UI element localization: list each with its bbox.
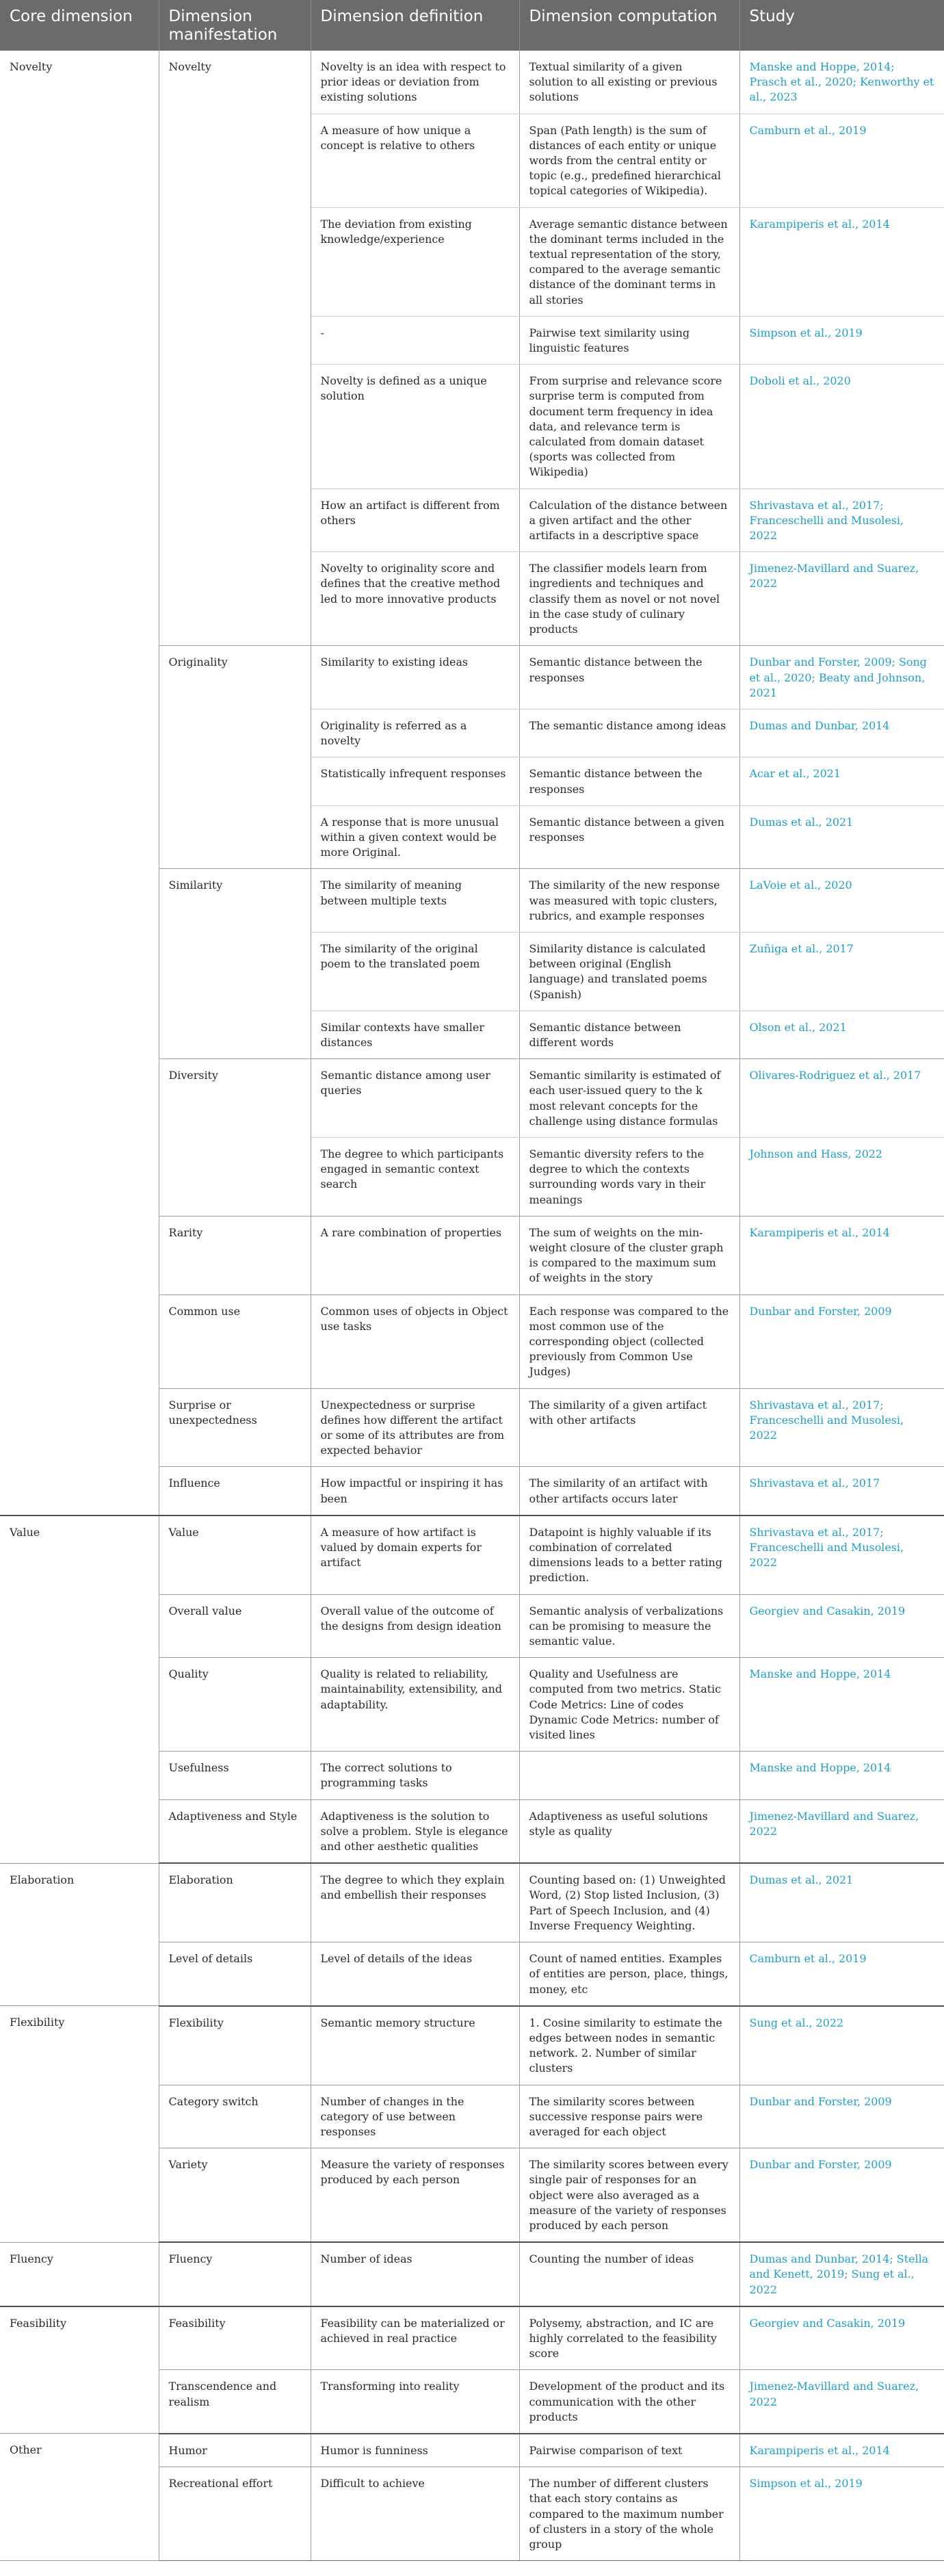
manifestation-cell: Category switch	[159, 2085, 311, 2148]
definition-cell: Number of changes in the category of use between responses	[311, 2085, 519, 2148]
definition-cell: The degree to which they explain and embellish their responses	[311, 1863, 519, 1942]
study-cell[interactable]: Manske and Hoppe, 2014; Prasch et al., 2020; Kenworthy et al., 2023	[739, 51, 944, 114]
computation-cell: Pairwise text similarity using linguistic features	[519, 316, 739, 364]
definition-cell: Transforming into reality	[311, 2370, 519, 2434]
definition-cell: Measure the variety of responses produced by each person	[311, 2148, 519, 2243]
definition-cell: How impactful or inspiring it has been	[311, 1467, 519, 1515]
computation-cell: Semantic similarity is estimated of each user-issued query to the k most relevant concepts for the challenge using distance formulas	[519, 1059, 739, 1138]
definition-cell: Common uses of objects in Object use tasks	[311, 1294, 519, 1388]
table-row	[0, 1515, 944, 1594]
table-row	[0, 51, 944, 114]
study-cell[interactable]: Georgiev and Casakin, 2019	[739, 1594, 944, 1658]
definition-cell: -	[311, 316, 519, 364]
manifestation-cell: Adaptiveness and Style	[159, 1799, 311, 1863]
study-cell[interactable]: Olivares-Rodriguez et al., 2017	[739, 1059, 944, 1138]
definition-cell: The correct solutions to programming tasks	[311, 1752, 519, 1799]
definition-cell: Statistically infrequent responses	[311, 757, 519, 805]
definition-cell: Feasibility can be materialized or achieved in real practice	[311, 2306, 519, 2370]
manifestation-cell: Feasibility	[159, 2306, 311, 2370]
manifestation-cell: Usefulness	[159, 1752, 311, 1799]
study-cell[interactable]: Karampiperis et al., 2014	[739, 1216, 944, 1294]
definition-cell: The similarity of the original poem to the translated poem	[311, 932, 519, 1011]
computation-cell: Count of named entities. Examples of entities are person, place, things, money, etc	[519, 1942, 739, 2006]
manifestation-cell: Variety	[159, 2148, 311, 2243]
core-dimension-cell: Elaboration	[0, 1863, 159, 2005]
study-cell[interactable]: Karampiperis et al., 2014	[739, 2434, 944, 2467]
study-cell[interactable]: Manske and Hoppe, 2014	[739, 1752, 944, 1799]
definition-cell: Novelty is defined as a unique solution	[311, 365, 519, 489]
definition-cell: Originality is referred as a novelty	[311, 709, 519, 757]
study-cell[interactable]: Manske and Hoppe, 2014	[739, 1658, 944, 1752]
manifestation-cell: Common use	[159, 1294, 311, 1388]
computation-cell: From surprise and relevance score surprise term is computed from document term frequency in idea data, and relevance term is calculated from domain dataset (sports was collected from Wikipedia)	[519, 365, 739, 489]
study-cell[interactable]: Karampiperis et al., 2014	[739, 207, 944, 316]
computation-cell: Average semantic distance between the dominant terms included in the textual representation of the story, compared to the average semantic distance of the dominant terms in all stories	[519, 207, 739, 316]
computation-cell: Each response was compared to the most common use of the corresponding object (collected previously from Common Use Judges)	[519, 1294, 739, 1388]
study-cell[interactable]: LaVoie et al., 2020	[739, 869, 944, 933]
manifestation-cell: Rarity	[159, 1216, 311, 1294]
core-dimension-cell: Value	[0, 1515, 159, 1863]
definition-cell: How an artifact is different from others	[311, 489, 519, 552]
table-row	[0, 2242, 944, 2306]
header-core-dimension: Core dimension	[0, 0, 159, 51]
study-cell[interactable]: Dumas et al., 2021	[739, 1863, 944, 1942]
manifestation-cell: Level of details	[159, 1942, 311, 2006]
computation-cell: The similarity scores between successive response pairs were averaged for each object	[519, 2085, 739, 2148]
definition-cell: Overall value of the outcome of the designs from design ideation	[311, 1594, 519, 1658]
computation-cell: Datapoint is highly valuable if its combination of correlated dimensions leads to a better rating prediction.	[519, 1515, 739, 1594]
definition-cell: Novelty is an idea with respect to prior ideas or deviation from existing solutions	[311, 51, 519, 114]
definition-cell: A measure of how artifact is valued by domain experts for artifact	[311, 1515, 519, 1594]
study-cell[interactable]: Georgiev and Casakin, 2019	[739, 2306, 944, 2370]
core-dimension-cell: Fluency	[0, 2242, 159, 2306]
study-cell[interactable]: Dunbar and Forster, 2009	[739, 2085, 944, 2148]
definition-cell: Quality is related to reliability, maintainability, extensibility, and adaptability.	[311, 1658, 519, 1752]
table-header	[0, 0, 944, 51]
computation-cell: The similarity of the new response was measured with topic clusters, rubrics, and example responses	[519, 869, 739, 933]
manifestation-cell: Similarity	[159, 869, 311, 1059]
definition-cell: Novelty to originality score and defines that the creative method led to more innovative products	[311, 552, 519, 646]
computation-cell: The sum of weights on the min-weight closure of the cluster graph is compared to the maximum sum of weights in the story	[519, 1216, 739, 1294]
study-cell[interactable]: Jimenez-Mavillard and Suarez, 2022	[739, 1799, 944, 1863]
study-cell[interactable]: Dunbar and Forster, 2009	[739, 2148, 944, 2243]
table-row	[0, 2306, 944, 2370]
definition-cell: Level of details of the ideas	[311, 1942, 519, 2006]
study-cell[interactable]: Acar et al., 2021	[739, 757, 944, 805]
manifestation-cell: Overall value	[159, 1594, 311, 1658]
definition-cell: Humor is funniness	[311, 2434, 519, 2467]
manifestation-cell: Fluency	[159, 2242, 311, 2306]
header-row	[0, 0, 944, 51]
manifestation-cell: Humor	[159, 2434, 311, 2467]
study-cell[interactable]: Dumas and Dunbar, 2014	[739, 709, 944, 757]
table-body	[0, 51, 944, 2561]
computation-cell: The number of different clusters that each story contains as compared to the maximum number of clusters in a story of the whole group	[519, 2467, 739, 2561]
computation-cell: Pairwise comparison of text	[519, 2434, 739, 2467]
computation-cell: The semantic distance among ideas	[519, 709, 739, 757]
definition-cell: Similarity to existing ideas	[311, 646, 519, 710]
table-row	[0, 2006, 944, 2085]
study-cell[interactable]: Johnson and Hass, 2022	[739, 1137, 944, 1216]
computation-cell: Semantic analysis of verbalizations can be promising to measure the semantic value.	[519, 1594, 739, 1658]
study-cell[interactable]: Dumas and Dunbar, 2014; Stella and Kenett, 2019; Sung et al., 2022	[739, 2242, 944, 2306]
header-dimension-definition: Dimension definition	[311, 0, 519, 51]
computation-cell: Similarity distance is calculated between original (English language) and translated poems (Spanish)	[519, 932, 739, 1011]
computation-cell: Semantic distance between the responses	[519, 757, 739, 805]
study-cell[interactable]: Dunbar and Forster, 2009; Song et al., 2020; Beaty and Johnson, 2021	[739, 646, 944, 710]
computation-cell: Semantic diversity refers to the degree to which the contexts surrounding words vary in their meanings	[519, 1137, 739, 1216]
definition-cell: The deviation from existing knowledge/experience	[311, 207, 519, 316]
computation-cell: 1. Cosine similarity to estimate the edges between nodes in semantic network. 2. Number of similar clusters	[519, 2006, 739, 2085]
manifestation-cell: Diversity	[159, 1059, 311, 1217]
computation-cell: Polysemy, abstraction, and IC are highly correlated to the feasibility score	[519, 2306, 739, 2370]
study-cell[interactable]: Sung et al., 2022	[739, 2006, 944, 2085]
study-cell[interactable]: Simpson et al., 2019	[739, 2467, 944, 2561]
computation-cell: The similarity scores between every single pair of responses for an object were also averaged as a measure of the variety of responses produced by each person	[519, 2148, 739, 2243]
definition-cell: A measure of how unique a concept is relative to others	[311, 114, 519, 207]
study-cell[interactable]: Camburn et al., 2019	[739, 1942, 944, 2006]
study-cell[interactable]: Dunbar and Forster, 2009	[739, 1294, 944, 1388]
manifestation-cell: Transcendence and realism	[159, 2370, 311, 2434]
definition-cell: A response that is more unusual within a given context would be more Original.	[311, 805, 519, 869]
header-study: Study	[739, 0, 944, 51]
computation-cell: Span (Path length) is the sum of distances of each entity or unique words from the central entity or topic (e.g., predefined hierarchical topical categories of Wikipedia).	[519, 114, 739, 207]
table-row	[0, 2434, 944, 2467]
manifestation-cell: Influence	[159, 1467, 311, 1515]
definition-cell: The similarity of meaning between multiple texts	[311, 869, 519, 933]
manifestation-cell: Value	[159, 1515, 311, 1594]
computation-cell: Adaptiveness as useful solutions style as quality	[519, 1799, 739, 1863]
core-dimension-cell: Other	[0, 2434, 159, 2561]
core-dimension-cell: Flexibility	[0, 2006, 159, 2242]
manifestation-cell: Quality	[159, 1658, 311, 1752]
table-row	[0, 1863, 944, 1942]
definition-cell: Adaptiveness is the solution to solve a problem. Style is elegance and other aesthetic qualities	[311, 1799, 519, 1863]
study-cell[interactable]: Dumas et al., 2021	[739, 805, 944, 869]
computation-cell: Semantic distance between a given responses	[519, 805, 739, 869]
computation-cell: Calculation of the distance between a given artifact and the other artifacts in a descriptive space	[519, 489, 739, 552]
study-cell[interactable]: Shrivastava et al., 2017; Franceschelli and Musolesi, 2022	[739, 1515, 944, 1594]
study-cell[interactable]: Olson et al., 2021	[739, 1011, 944, 1058]
manifestation-cell: Flexibility	[159, 2006, 311, 2085]
computation-cell: Counting the number of ideas	[519, 2242, 739, 2306]
study-cell[interactable]: Shrivastava et al., 2017; Franceschelli and Musolesi, 2022	[739, 1388, 944, 1467]
study-cell[interactable]: Jimenez-Mavillard and Suarez, 2022	[739, 552, 944, 646]
definition-cell: Semantic memory structure	[311, 2006, 519, 2085]
manifestation-cell: Surprise or unexpectedness	[159, 1388, 311, 1467]
computation-cell: The similarity of an artifact with other artifacts occurs later	[519, 1467, 739, 1515]
computation-cell: Counting based on: (1) Unweighted Word, (2) Stop listed Inclusion, (3) Part of Speech Inclusion, and (4) Inverse Frequency Weighting.	[519, 1863, 739, 1942]
header-dimension-manifestation: Dimension manifestation	[159, 0, 311, 51]
manifestation-cell: Originality	[159, 646, 311, 869]
computation-cell: Development of the product and its communication with the other products	[519, 2370, 739, 2434]
core-dimension-cell: Novelty	[0, 51, 159, 1515]
study-cell[interactable]: Simpson et al., 2019	[739, 316, 944, 364]
manifestation-cell: Elaboration	[159, 1863, 311, 1942]
study-cell[interactable]: Jimenez-Mavillard and Suarez, 2022	[739, 2370, 944, 2434]
definition-cell: Unexpectedness or surprise defines how different the artifact or some of its attributes are from expected behavior	[311, 1388, 519, 1467]
study-cell[interactable]: Zuñiga et al., 2017	[739, 932, 944, 1011]
manifestation-cell: Recreational effort	[159, 2467, 311, 2561]
study-cell[interactable]: Doboli et al., 2020	[739, 365, 944, 489]
computation-cell: Semantic distance between different words	[519, 1011, 739, 1058]
definition-cell: Similar contexts have smaller distances	[311, 1011, 519, 1058]
computation-cell: The classifier models learn from ingredients and techniques and classify them as novel or not novel in the case study of culinary products	[519, 552, 739, 646]
header-dimension-computation: Dimension computation	[519, 0, 739, 51]
study-cell[interactable]: Shrivastava et al., 2017; Franceschelli and Musolesi, 2022	[739, 489, 944, 552]
computation-cell: Textual similarity of a given solution to all existing or previous solutions	[519, 51, 739, 114]
computation-cell: The similarity of a given artifact with other artifacts	[519, 1388, 739, 1467]
definition-cell: A rare combination of properties	[311, 1216, 519, 1294]
computation-cell	[519, 1752, 739, 1799]
computation-cell: Semantic distance between the responses	[519, 646, 739, 710]
computation-cell: Quality and Usefulness are computed from two metrics. Static Code Metrics: Line of codes Dynamic Code Metrics: number of visited lines	[519, 1658, 739, 1752]
study-cell[interactable]: Shrivastava et al., 2017	[739, 1467, 944, 1515]
definition-cell: Semantic distance among user queries	[311, 1059, 519, 1138]
definition-cell: Number of ideas	[311, 2242, 519, 2306]
study-cell[interactable]: Camburn et al., 2019	[739, 114, 944, 207]
core-dimension-cell: Feasibility	[0, 2306, 159, 2434]
definition-cell: The degree to which participants engaged in semantic context search	[311, 1137, 519, 1216]
manifestation-cell: Novelty	[159, 51, 311, 646]
definition-cell: Difficult to achieve	[311, 2467, 519, 2561]
